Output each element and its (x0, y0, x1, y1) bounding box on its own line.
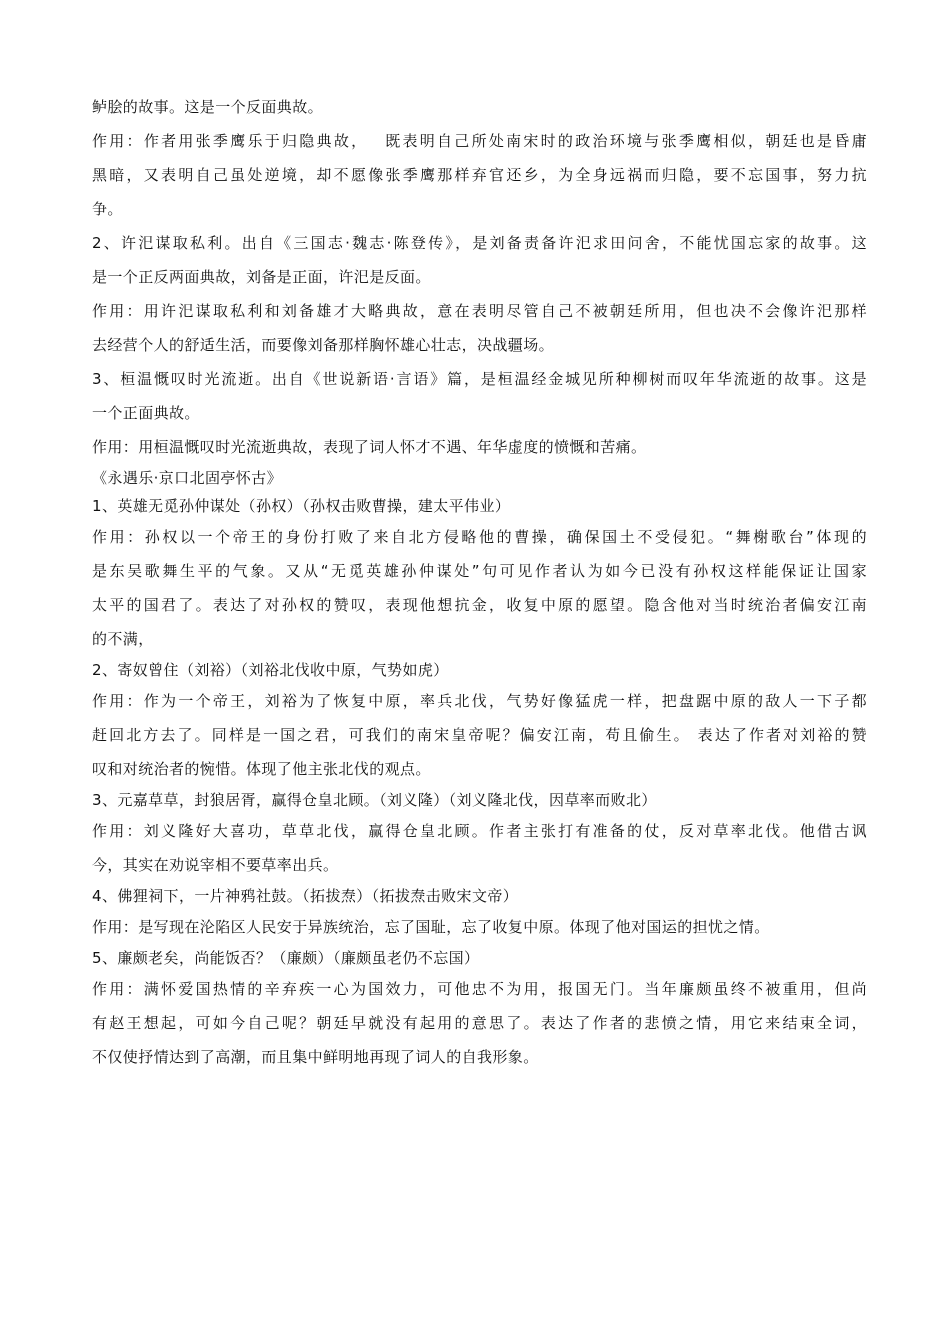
text-line: 2、寄奴曾住（刘裕）（刘裕北伐收中原，气势如虎） (92, 661, 449, 679)
text-line: 黑暗，又表明自己虽处逆境，却不愿像张季鹰那样弃官还乡，为全身远祸而归隐，要不忘国事，努力抗 (92, 166, 867, 184)
text-line: 是一个正反两面典故，刘备是正面，许汜是反面。 (92, 268, 431, 286)
section-title: 《永遇乐·京口北固亭怀古》 (92, 469, 282, 487)
text-line: 作用：用桓温慨叹时光流逝典故，表现了词人怀才不遇、年华虚度的愤慨和苦痛。 (92, 438, 647, 456)
text-line: 去经营个人的舒适生活，而要像刘备那样胸怀雄心壮志，决战疆场。 (92, 336, 555, 354)
text-line: 的不满， (92, 630, 154, 648)
text-line: 作用：作为一个帝王，刘裕为了恢复中原，率兵北伐，气势好像猛虎一样，把盘踞中原的敌人一下子都 (92, 692, 867, 710)
text-line: 赶回北方去了。同样是一国之君，可我们的南宋皇帝呢？偏安江南，苟且偷生。 表达了作者对刘裕的赞 (92, 726, 867, 744)
text-line: 鲈脍的故事。这是一个反面典故。 (92, 98, 324, 116)
text-line: 有赵王想起，可如今自己呢？朝廷早就没有起用的意思了。表达了作者的悲愤之情，用它来结束全词， (92, 1014, 867, 1032)
text-line: 作用：满怀爱国热情的辛弃疾一心为国效力，可他忠不为用，报国无门。当年廉颇虽终不被重用，但尚 (92, 980, 867, 998)
text-line: 不仅使抒情达到了高潮，而且集中鲜明地再现了词人的自我形象。 (92, 1048, 539, 1066)
text-line: 作用：用许汜谋取私利和刘备雄才大略典故，意在表明尽管自己不被朝廷所用，但也决不会像许汜那样 (92, 302, 867, 320)
text-line: 作用：作者用张季鹰乐于归隐典故， 既表明自己所处南宋时的政治环境与张季鹰相似，朝廷也是昏庸 (92, 132, 867, 150)
text-line: 叹和对统治者的惋惜。体现了他主张北伐的观点。 (92, 760, 431, 778)
text-line: 5、廉颇老矣，尚能饭否？（廉颇）（廉颇虽老仍不忘国） (92, 949, 480, 967)
text-line: 3、桓温慨叹时光流逝。出自《世说新语·言语》篇，是桓温经金城见所种柳树而叹年华流逝的故事。这是 (92, 370, 867, 388)
text-line: 2、许汜谋取私利。出自《三国志·魏志·陈登传》，是刘备责备许汜求田问舍，不能忧国忘家的故事。这 (92, 234, 867, 252)
text-line: 作用：孙权以一个帝王的身份打败了来自北方侵略他的曹操，确保国土不受侵犯。“舞榭歌台”体现的 (92, 528, 867, 546)
text-line: 3、元嘉草草，封狼居胥，赢得仓皇北顾。（刘义隆）（刘义隆北伐，因草率而败北） (92, 791, 657, 809)
text-line: 今，其实在劝说宰相不要草率出兵。 (92, 856, 339, 874)
text-line: 作用：是写现在沦陷区人民安于异族统治，忘了国耻，忘了收复中原。体现了他对国运的担忧之情。 (92, 918, 770, 936)
text-line: 1、英雄无觅孙仲谋处（孙权）（孙权击败曹操，建太平伟业） (92, 497, 511, 515)
text-line: 太平的国君了。表达了对孙权的赞叹，表现他想抗金，收复中原的愿望。隐含他对当时统治者偏安江南 (92, 596, 867, 614)
document-body (92, 90, 867, 1074)
text-line: 是东吴歌舞生平的气象。又从“无觅英雄孙仲谋处”句可见作者认为如今已没有孙权这样能保证让国家 (92, 562, 867, 580)
text-line: 作用：刘义隆好大喜功，草草北伐，赢得仓皇北顾。作者主张打有准备的仗，反对草率北伐。他借古讽 (92, 822, 867, 840)
text-line: 一个正面典故。 (92, 404, 200, 422)
text-line: 4、佛狸祠下，一片神鸦社鼓。（拓拔焘）（拓拔焘击败宋文帝） (92, 887, 519, 905)
text-line: 争。 (92, 200, 123, 218)
